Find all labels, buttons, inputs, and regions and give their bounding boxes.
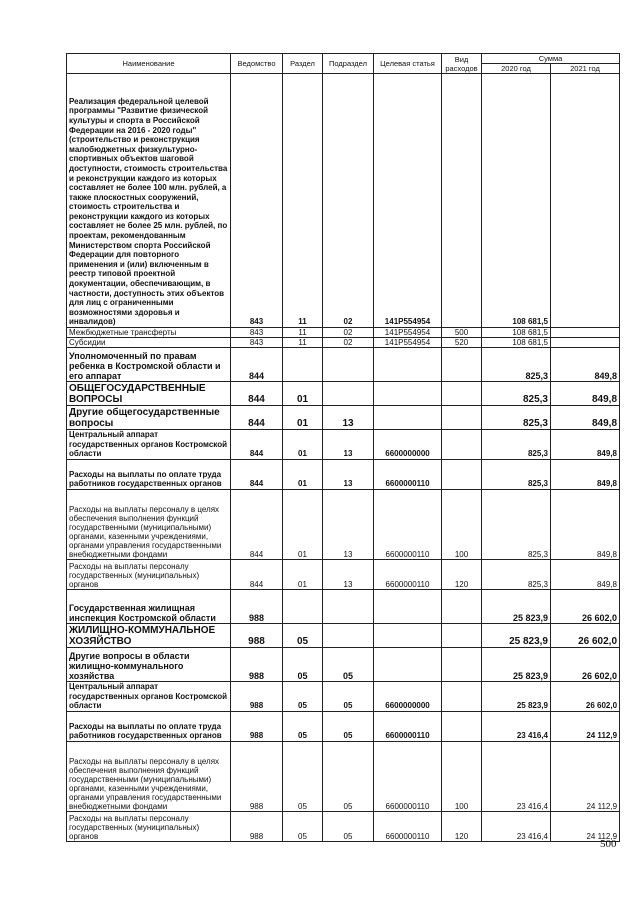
row-value-2021: 26 602,0 — [551, 590, 620, 624]
row-subsection — [323, 624, 374, 648]
row-name: Центральный аппарат государственных органов Костромской области — [67, 430, 231, 460]
row-section: 05 — [283, 682, 323, 712]
row-target — [374, 624, 442, 648]
row-dept: 844 — [231, 460, 283, 490]
row-subsection: 05 — [323, 812, 374, 842]
row-value-2021: 849,8 — [551, 406, 620, 430]
row-name: Уполномоченный по правам ребенка в Костромской области и его аппарат — [67, 348, 231, 382]
row-value-2021: 849,8 — [551, 560, 620, 590]
row-value-2021: 849,8 — [551, 348, 620, 382]
row-value-2020: 23 416,4 — [482, 742, 551, 812]
row-dept: 988 — [231, 682, 283, 712]
row-name: ЖИЛИЩНО-КОММУНАЛЬНОЕ ХОЗЯЙСТВО — [67, 624, 231, 648]
table-row — [67, 430, 620, 460]
table-row — [67, 382, 620, 406]
row-dept: 844 — [231, 430, 283, 460]
row-name: Другие вопросы в области жилищно-коммунального хозяйства — [67, 648, 231, 682]
row-dept: 843 — [231, 74, 283, 328]
row-value-2021: 26 602,0 — [551, 624, 620, 648]
row-target: 6600000000 — [374, 430, 442, 460]
row-exptype: 100 — [442, 742, 482, 812]
table-row — [67, 560, 620, 590]
row-target — [374, 382, 442, 406]
budget-table-page — [66, 53, 619, 842]
row-value-2020: 23 416,4 — [482, 712, 551, 742]
row-exptype — [442, 648, 482, 682]
table-row — [67, 648, 620, 682]
table-row — [67, 406, 620, 430]
row-value-2021: 26 602,0 — [551, 648, 620, 682]
col-header-2020: 2020 год — [482, 64, 551, 74]
table-row — [67, 490, 620, 560]
row-dept: 988 — [231, 812, 283, 842]
row-exptype: 520 — [442, 338, 482, 348]
row-name: ОБЩЕГОСУДАРСТВЕННЫЕ ВОПРОСЫ — [67, 382, 231, 406]
row-subsection: 02 — [323, 74, 374, 328]
table-row — [67, 712, 620, 742]
row-value-2020: 25 823,9 — [482, 648, 551, 682]
row-dept: 843 — [231, 338, 283, 348]
row-value-2021: 26 602,0 — [551, 682, 620, 712]
row-section: 01 — [283, 406, 323, 430]
row-dept: 988 — [231, 712, 283, 742]
row-target: 6600000110 — [374, 490, 442, 560]
row-target — [374, 348, 442, 382]
row-target — [374, 406, 442, 430]
row-section: 05 — [283, 648, 323, 682]
row-value-2021: 849,8 — [551, 430, 620, 460]
row-dept: 844 — [231, 348, 283, 382]
col-header-dept: Ведомство — [231, 54, 283, 74]
row-value-2020: 825,3 — [482, 560, 551, 590]
row-target: 6600000110 — [374, 812, 442, 842]
col-header-target: Целевая статья — [374, 54, 442, 74]
row-value-2021: 24 112,9 — [551, 812, 620, 842]
row-section — [283, 590, 323, 624]
row-value-2020: 108 681,5 — [482, 338, 551, 348]
row-dept: 844 — [231, 560, 283, 590]
row-section: 05 — [283, 712, 323, 742]
row-target: 141P554954 — [374, 338, 442, 348]
row-exptype — [442, 348, 482, 382]
row-section: 11 — [283, 74, 323, 328]
col-header-exptype: Вид расходов — [442, 54, 482, 74]
row-subsection: 02 — [323, 338, 374, 348]
row-subsection: 05 — [323, 742, 374, 812]
row-exptype — [442, 712, 482, 742]
row-name: Расходы на выплаты персоналу государственных (муниципальных) органов — [67, 560, 231, 590]
row-value-2021 — [551, 328, 620, 338]
row-subsection: 13 — [323, 460, 374, 490]
row-value-2020: 108 681,5 — [482, 74, 551, 328]
row-name: Государственная жилищная инспекция Костромской области — [67, 590, 231, 624]
col-header-section: Раздел — [283, 54, 323, 74]
row-name: Центральный аппарат государственных органов Костромской области — [67, 682, 231, 712]
row-dept: 844 — [231, 490, 283, 560]
row-value-2020: 825,3 — [482, 406, 551, 430]
row-name: Расходы на выплаты персоналу государственных (муниципальных) органов — [67, 812, 231, 842]
row-value-2021: 849,8 — [551, 382, 620, 406]
row-target: 6600000110 — [374, 712, 442, 742]
table-row — [67, 460, 620, 490]
row-target: 6600000110 — [374, 560, 442, 590]
table-row — [67, 812, 620, 842]
row-name: Расходы на выплаты по оплате труда работников государственных органов — [67, 460, 231, 490]
row-value-2021: 24 112,9 — [551, 742, 620, 812]
row-value-2020: 825,3 — [482, 490, 551, 560]
row-exptype — [442, 430, 482, 460]
row-exptype — [442, 460, 482, 490]
row-value-2020: 825,3 — [482, 430, 551, 460]
row-value-2021: 849,8 — [551, 490, 620, 560]
row-subsection — [323, 348, 374, 382]
row-dept: 988 — [231, 590, 283, 624]
row-section: 01 — [283, 490, 323, 560]
row-dept: 988 — [231, 624, 283, 648]
col-header-sum: Сумма — [482, 54, 620, 64]
row-dept: 988 — [231, 742, 283, 812]
table-row — [67, 338, 620, 348]
col-header-subsection: Подраздел — [323, 54, 374, 74]
row-exptype: 120 — [442, 560, 482, 590]
row-target — [374, 648, 442, 682]
row-subsection: 13 — [323, 430, 374, 460]
row-value-2020: 825,3 — [482, 460, 551, 490]
row-subsection: 05 — [323, 712, 374, 742]
row-name: Расходы на выплаты персоналу в целях обеспечения выполнения функций государственными (муниципальными) органами, казенными учреждениями, органами управления государственными внебюджетными фондами — [67, 490, 231, 560]
row-dept: 844 — [231, 382, 283, 406]
page-number: 500 — [600, 838, 617, 850]
row-value-2020: 825,3 — [482, 348, 551, 382]
col-header-2021: 2021 год — [551, 64, 620, 74]
table-row — [67, 624, 620, 648]
row-subsection: 02 — [323, 328, 374, 338]
row-value-2020: 25 823,9 — [482, 682, 551, 712]
row-section — [283, 348, 323, 382]
row-exptype: 100 — [442, 490, 482, 560]
row-exptype — [442, 590, 482, 624]
row-value-2021 — [551, 74, 620, 328]
row-subsection: 05 — [323, 648, 374, 682]
row-value-2020: 25 823,9 — [482, 624, 551, 648]
row-value-2020: 23 416,4 — [482, 812, 551, 842]
row-section: 01 — [283, 560, 323, 590]
row-target: 141P554954 — [374, 328, 442, 338]
row-section: 01 — [283, 460, 323, 490]
row-section: 05 — [283, 742, 323, 812]
row-value-2020: 825,3 — [482, 382, 551, 406]
table-row — [67, 590, 620, 624]
table-row — [67, 328, 620, 338]
row-subsection — [323, 590, 374, 624]
row-value-2021: 24 112,9 — [551, 712, 620, 742]
row-target: 141P554954 — [374, 74, 442, 328]
row-value-2020: 25 823,9 — [482, 590, 551, 624]
row-value-2020: 108 681,5 — [482, 328, 551, 338]
row-value-2021 — [551, 338, 620, 348]
row-exptype — [442, 624, 482, 648]
row-target: 6600000110 — [374, 742, 442, 812]
row-section: 11 — [283, 328, 323, 338]
row-exptype — [442, 682, 482, 712]
row-section: 01 — [283, 382, 323, 406]
table-row — [67, 742, 620, 812]
row-section: 05 — [283, 624, 323, 648]
row-name: Другие общегосударственные вопросы — [67, 406, 231, 430]
row-subsection: 05 — [323, 682, 374, 712]
col-header-name: Наименование — [67, 54, 231, 74]
row-section: 05 — [283, 812, 323, 842]
row-section: 11 — [283, 338, 323, 348]
row-value-2021: 849,8 — [551, 460, 620, 490]
row-exptype — [442, 74, 482, 328]
row-target: 6600000000 — [374, 682, 442, 712]
row-dept: 988 — [231, 648, 283, 682]
budget-table — [66, 53, 620, 842]
table-row — [67, 348, 620, 382]
row-name: Субсидии — [67, 338, 231, 348]
row-name: Межбюджетные трансферты — [67, 328, 231, 338]
row-exptype: 500 — [442, 328, 482, 338]
row-subsection: 13 — [323, 406, 374, 430]
row-subsection: 13 — [323, 560, 374, 590]
row-dept: 844 — [231, 406, 283, 430]
row-target: 6600000110 — [374, 460, 442, 490]
row-section: 01 — [283, 430, 323, 460]
table-row — [67, 74, 620, 328]
row-subsection — [323, 382, 374, 406]
row-name: Расходы на выплаты персоналу в целях обеспечения выполнения функций государственными (муниципальными) органами, казенными учреждениями, органами управления государственными внебюджетными фондами — [67, 742, 231, 812]
row-exptype — [442, 406, 482, 430]
table-row — [67, 682, 620, 712]
row-dept: 843 — [231, 328, 283, 338]
row-name: Расходы на выплаты по оплате труда работников государственных органов — [67, 712, 231, 742]
row-target — [374, 590, 442, 624]
row-exptype: 120 — [442, 812, 482, 842]
row-exptype — [442, 382, 482, 406]
row-name: Реализация федеральной целевой программы "Развитие физической культуры и спорта в Российской Федерации на 2016 - 2020 годы" (строительство и реконструкция малобюджетных физкультурно-спортивных объектов шаговой доступности, стоимость строительства и реконструкции каждого из которых составляет не более 100 млн. рублей, а также плоскостных сооружений, стоимость строительства и реконструкции каждого из которых составляет не более 25 млн. рублей, по проектам, рекомендованным Министерством спорта Российской Федерации для повторного применения и (или) включенным в реестр типовой проектной документации, обеспечивающим, в частности, доступность этих объектов для лиц с ограниченными возможностями здоровья и инвалидов) — [67, 74, 231, 328]
row-subsection: 13 — [323, 490, 374, 560]
